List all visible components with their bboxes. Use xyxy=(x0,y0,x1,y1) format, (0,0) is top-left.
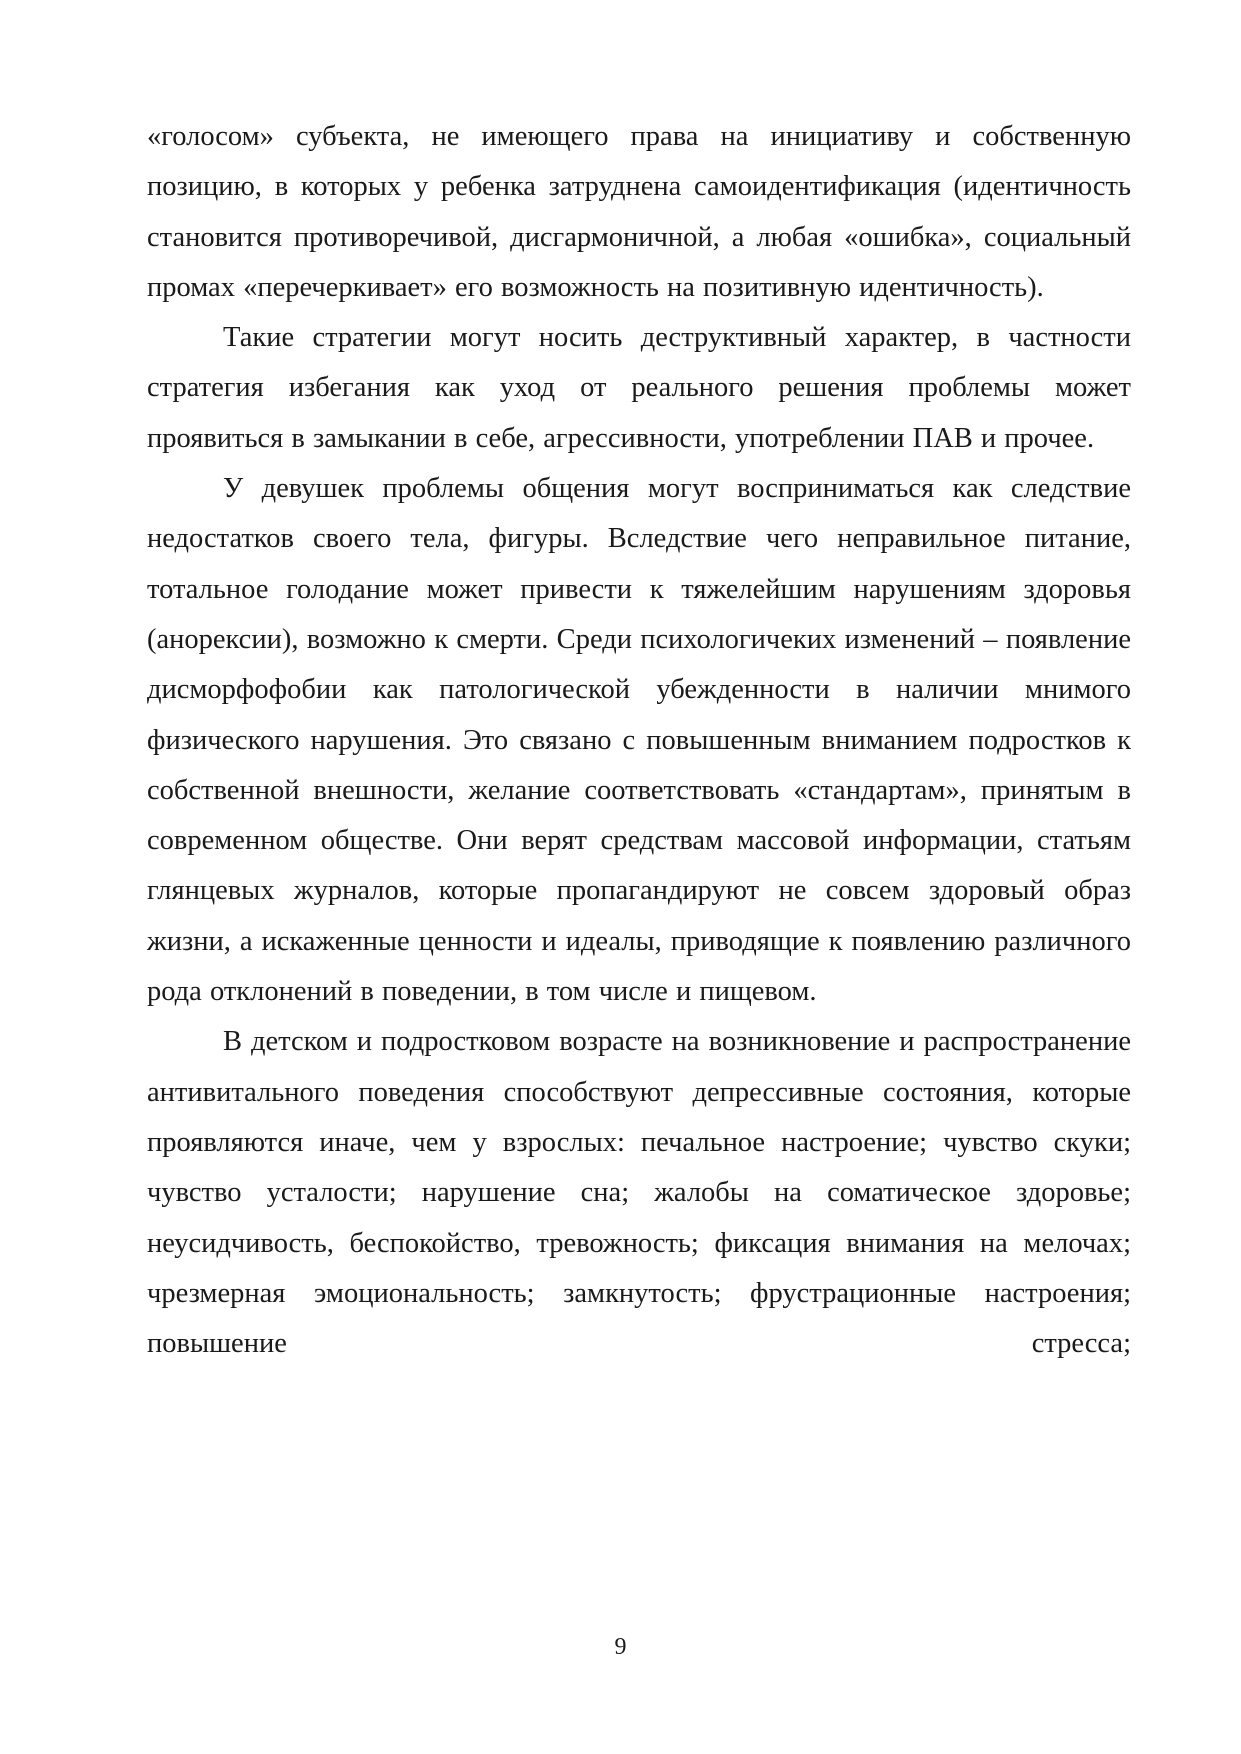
paragraph-1: «голосом» субъекта, не имеющего права на инициативу и собственную позицию, в которых у ребенка затруднена самоидентификация (идентичность становится противоречивой, дисгармоничной, а любая «ошибка», социальный промах «перечеркивает» его возможность на позитивную идентичность). xyxy=(147,121,1131,303)
paragraph-2: Такие стратегии могут носить деструктивный характер, в частности стратегия избегания как уход от реального решения проблемы может проявиться в замыкании в себе, агрессивности, употреблении ПАВ и прочее. xyxy=(147,322,1131,454)
paragraph-3: У девушек проблемы общения могут восприниматься как следствие недостатков своего тела, фигуры. Вследствие чего неправильное питание, тотальное голодание может привести к тяжелейшим нарушениям здоровья (анорексии), возможно к смерти. Среди психологичеких изменений – появление дисморфофобии как патологической убежденности в наличии мнимого физического нарушения. Это связано с повышенным вниманием подростков к собственной внешности, желание соответствовать «стандартам», принятым в современном обществе. Они верят средствам массовой информации, статьям глянцевых журналов, которые пропагандируют не совсем здоровый образ жизни, а искаженные ценности и идеалы, приводящие к появлению различного рода отклонений в поведении, в том числе и пищевом. xyxy=(147,473,1131,1008)
document-body xyxy=(147,112,1131,1369)
page-number: 9 xyxy=(614,1634,627,1660)
paragraph-4: В детском и подростковом возрасте на возникновение и распространение антивитального поведения способствуют депрессивные состояния, которые проявляются иначе, чем у взрослых: печальное настроение; чувство скуки; чувство усталости; нарушение сна; жалобы на соматическое здоровье; неусидчивость, беспокойство, тревожность; фиксация внимания на мелочах; чрезмерная эмоциональность; замкнутость; фрустрационные настроения; повышение стресса; xyxy=(147,1026,1131,1360)
